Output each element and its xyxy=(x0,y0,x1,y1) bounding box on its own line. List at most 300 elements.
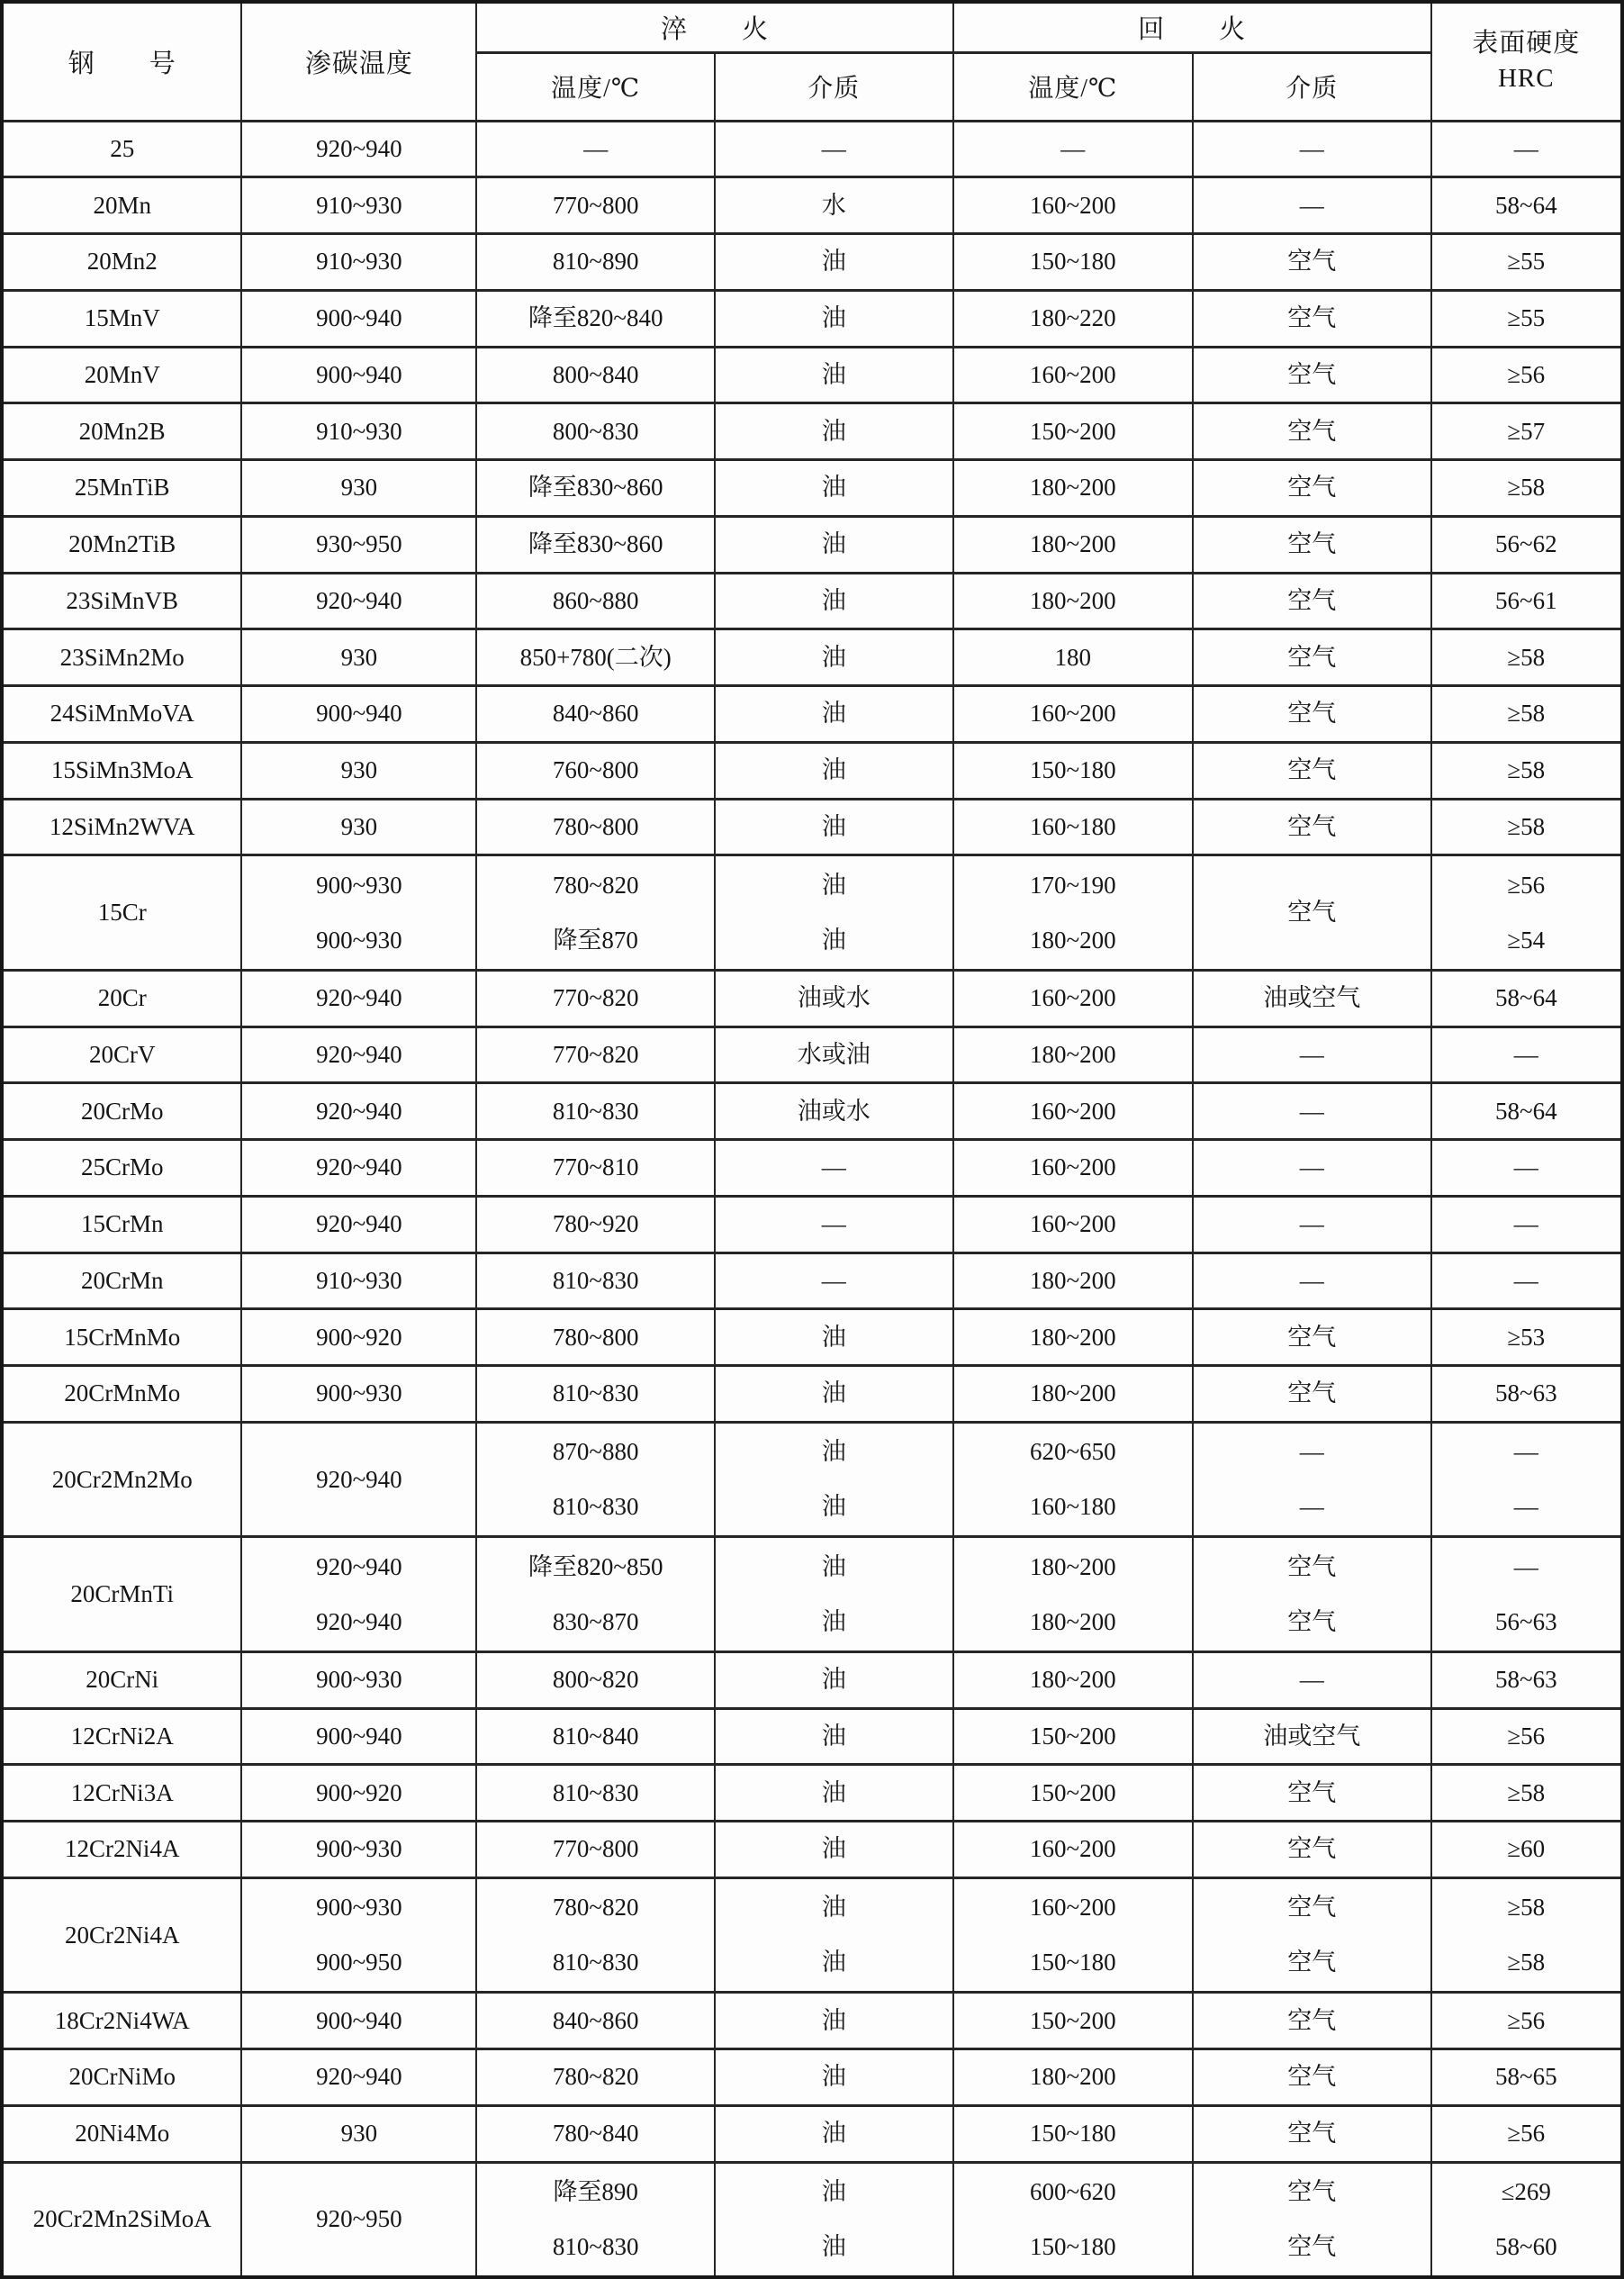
cell-value: — xyxy=(1299,191,1324,219)
steel-grade-cell xyxy=(2,177,241,234)
hardness-cell xyxy=(1431,1537,1622,1652)
cell-value: 空气 xyxy=(1287,1894,1337,1922)
header-quenching-group: 淬 火 xyxy=(476,2,952,52)
cell-value: ≥58 xyxy=(1507,643,1546,671)
steel-grade-cell xyxy=(2,1083,241,1140)
cell-value: 20CrMnMo xyxy=(64,1379,181,1407)
cell-value: 930 xyxy=(340,2120,378,2148)
quench-temp-cell xyxy=(476,1708,715,1765)
cell-value: 油 xyxy=(821,474,846,502)
quench-temp-cell xyxy=(476,1309,715,1366)
cell-value: 600~620 xyxy=(1029,2177,1116,2205)
cell-value: 15Cr xyxy=(97,898,147,926)
cell-value: 油 xyxy=(821,1949,846,1976)
temper-temp-cell xyxy=(953,234,1193,291)
steel-grade-cell xyxy=(2,1765,241,1822)
cell-value: 空气 xyxy=(1287,586,1337,614)
cell-value: 油 xyxy=(821,2063,846,2091)
cell-value: 空气 xyxy=(1287,700,1337,728)
temper-temp-cell xyxy=(953,1765,1193,1822)
cell-value: 160~200 xyxy=(1029,1097,1116,1125)
temper-temp-cell xyxy=(953,1537,1193,1652)
temper-medium-cell xyxy=(1193,177,1431,234)
cell-value: 25 xyxy=(110,134,135,162)
header-temper-medium: 介质 xyxy=(1193,52,1431,121)
header-hrc-text: HRC xyxy=(1497,64,1555,94)
quench-medium-cell xyxy=(715,1877,953,1993)
cell-value: 920~940 xyxy=(316,1210,402,1238)
temper-medium-cell xyxy=(1193,1083,1431,1140)
header-temper-temp: 温度/℃ xyxy=(953,52,1193,121)
cell-value: 20CrNiMo xyxy=(68,2063,176,2091)
cell-value: 12SiMn2WVA xyxy=(49,812,195,840)
cell-value: 20Cr xyxy=(97,984,147,1012)
table-row xyxy=(2,742,1622,799)
cell-value: 15MnV xyxy=(84,304,160,332)
quench-medium-cell xyxy=(715,1993,953,2049)
carburizing-temp-cell xyxy=(241,1822,476,1878)
steel-grade-cell xyxy=(2,855,241,971)
cell-value: 900~930 xyxy=(316,1894,402,1922)
cell-value: 油 xyxy=(821,2232,846,2260)
cell-value: 空气 xyxy=(1287,1379,1337,1407)
quench-medium-cell xyxy=(715,1708,953,1765)
cell-value: 空气 xyxy=(1287,1323,1337,1351)
temper-medium-cell xyxy=(1193,234,1431,291)
cell-value: 180 xyxy=(1054,643,1092,671)
table-row xyxy=(2,1537,1622,1652)
cell-value: 油 xyxy=(821,1722,846,1750)
carburizing-temp-cell xyxy=(241,1196,476,1253)
steel-grade-cell xyxy=(2,347,241,403)
cell-value: — xyxy=(1299,1666,1324,1694)
cell-value: — xyxy=(1513,1210,1538,1238)
quench-medium-cell xyxy=(715,573,953,629)
steel-grade-cell xyxy=(2,1993,241,2049)
cell-value: 920~940 xyxy=(316,134,402,162)
carburizing-temp-cell xyxy=(241,2162,476,2277)
cell-value: 620~650 xyxy=(1029,1438,1116,1466)
carburizing-temp-cell xyxy=(241,290,476,347)
cell-value: 空气 xyxy=(1287,2006,1337,2034)
cell-value: 20CrMn xyxy=(80,1266,164,1294)
cell-value: — xyxy=(1299,1153,1324,1181)
quench-medium-cell xyxy=(715,1537,953,1652)
hardness-cell xyxy=(1431,1026,1622,1083)
cell-value: — xyxy=(1299,1438,1324,1466)
quench-temp-cell xyxy=(476,970,715,1026)
cell-value: 25MnTiB xyxy=(74,474,170,502)
cell-value: 58~60 xyxy=(1494,2232,1557,2260)
cell-value: 油或水 xyxy=(797,984,871,1012)
carburizing-temp-cell xyxy=(241,1083,476,1140)
cell-value: 160~200 xyxy=(1029,1153,1116,1181)
cell-value: ≥55 xyxy=(1507,304,1546,332)
cell-value: 920~940 xyxy=(316,2063,402,2091)
temper-temp-cell xyxy=(953,1708,1193,1765)
cell-value: 870~880 xyxy=(552,1438,639,1466)
temper-temp-cell xyxy=(953,1366,1193,1423)
cell-value: 20CrV xyxy=(88,1040,156,1068)
cell-value: 920~940 xyxy=(316,1465,402,1493)
cell-value: ≥58 xyxy=(1507,474,1546,502)
cell-value: 油 xyxy=(821,812,846,840)
quench-medium-cell xyxy=(715,460,953,517)
cell-value: 空气 xyxy=(1287,1835,1337,1863)
cell-value: 900~940 xyxy=(316,304,402,332)
cell-value: 油 xyxy=(821,360,846,388)
cell-value: 810~830 xyxy=(552,2232,639,2260)
cell-value: 810~830 xyxy=(552,1097,639,1125)
cell-value: 15CrMn xyxy=(80,1210,164,1238)
carburizing-temp-cell xyxy=(241,460,476,517)
quench-medium-cell xyxy=(715,1309,953,1366)
cell-value: 180~200 xyxy=(1029,1666,1116,1694)
cell-value: 油 xyxy=(821,1379,846,1407)
cell-value: — xyxy=(583,134,609,162)
table-row xyxy=(2,799,1622,855)
cell-value: 油或空气 xyxy=(1263,1722,1361,1750)
cell-value: 810~840 xyxy=(552,1722,639,1750)
cell-value: 油或水 xyxy=(797,1097,871,1125)
cell-value: — xyxy=(1299,1097,1324,1125)
quench-temp-cell xyxy=(476,1993,715,2049)
carburizing-temp-cell xyxy=(241,2105,476,2162)
hardness-cell xyxy=(1431,1309,1622,1366)
quench-medium-cell xyxy=(715,347,953,403)
quench-medium-cell xyxy=(715,1366,953,1423)
table-row xyxy=(2,573,1622,629)
cell-value: 降至820~850 xyxy=(528,1552,663,1580)
cell-value: 900~930 xyxy=(316,1379,402,1407)
table-row xyxy=(2,629,1622,686)
carburizing-temp-cell xyxy=(241,121,476,177)
temper-temp-cell xyxy=(953,121,1193,177)
hardness-cell xyxy=(1431,1993,1622,2049)
temper-medium-cell xyxy=(1193,1993,1431,2049)
cell-value: 780~920 xyxy=(552,1210,639,1238)
cell-value: 920~940 xyxy=(316,1153,402,1181)
cell-value: 920~940 xyxy=(316,1097,402,1125)
cell-value: 油 xyxy=(821,248,846,276)
cell-value: 780~840 xyxy=(552,2120,639,2148)
cell-value: 油或空气 xyxy=(1263,984,1361,1012)
cell-value: 150~200 xyxy=(1029,2006,1116,2034)
cell-value: 810~830 xyxy=(552,1493,639,1521)
cell-value: 降至830~860 xyxy=(528,474,663,502)
quench-temp-cell xyxy=(476,121,715,177)
quench-medium-cell xyxy=(715,1026,953,1083)
cell-value: 油 xyxy=(821,700,846,728)
quench-temp-cell xyxy=(476,2049,715,2106)
quench-medium-cell xyxy=(715,970,953,1026)
cell-value: 920~940 xyxy=(316,984,402,1012)
cell-value: 24SiMnMoVA xyxy=(50,700,194,728)
hardness-cell xyxy=(1431,2105,1622,2162)
carburizing-temp-cell xyxy=(241,1253,476,1309)
cell-value: 770~800 xyxy=(552,191,639,219)
quench-temp-cell xyxy=(476,573,715,629)
table-row xyxy=(2,1708,1622,1765)
temper-temp-cell xyxy=(953,177,1193,234)
table-row xyxy=(2,1309,1622,1366)
cell-value: 油 xyxy=(821,1438,846,1466)
hardness-cell xyxy=(1431,970,1622,1026)
cell-value: 900~940 xyxy=(316,700,402,728)
cell-value: 20CrMnTi xyxy=(70,1580,174,1608)
carburizing-temp-cell xyxy=(241,516,476,573)
cell-value: 20Ni4Mo xyxy=(75,2120,170,2148)
temper-medium-cell xyxy=(1193,1537,1431,1652)
cell-value: 降至870 xyxy=(553,926,638,954)
cell-value: 150~200 xyxy=(1029,1722,1116,1750)
hardness-cell xyxy=(1431,1140,1622,1197)
cell-value: ≥60 xyxy=(1507,1835,1546,1863)
temper-temp-cell xyxy=(953,403,1193,460)
steel-grade-cell xyxy=(2,1026,241,1083)
hardness-cell xyxy=(1431,1651,1622,1708)
cell-value: 160~180 xyxy=(1029,1493,1116,1521)
cell-value: — xyxy=(1299,1040,1324,1068)
cell-value: — xyxy=(1513,1493,1538,1521)
cell-value: 800~830 xyxy=(552,417,639,445)
cell-value: 油 xyxy=(821,1552,846,1580)
cell-value: 850+780(二次) xyxy=(519,643,672,671)
cell-value: ≥58 xyxy=(1507,812,1546,840)
temper-temp-cell xyxy=(953,2162,1193,2277)
cell-value: 空气 xyxy=(1287,2120,1337,2148)
quench-temp-cell xyxy=(476,1140,715,1197)
cell-value: ≥56 xyxy=(1507,871,1546,899)
temper-medium-cell xyxy=(1193,290,1431,347)
temper-medium-cell xyxy=(1193,1708,1431,1765)
quench-temp-cell xyxy=(476,686,715,743)
cell-value: 800~840 xyxy=(552,360,639,388)
temper-medium-cell xyxy=(1193,1026,1431,1083)
carburizing-temp-cell xyxy=(241,177,476,234)
steel-grade-cell xyxy=(2,799,241,855)
table-row xyxy=(2,1083,1622,1140)
hardness-cell xyxy=(1431,234,1622,291)
hardness-cell xyxy=(1431,1083,1622,1140)
hardness-cell xyxy=(1431,177,1622,234)
temper-medium-cell xyxy=(1193,516,1431,573)
temper-medium-cell xyxy=(1193,742,1431,799)
cell-value: 150~180 xyxy=(1029,2120,1116,2148)
hardness-cell xyxy=(1431,742,1622,799)
cell-value: 900~940 xyxy=(316,2006,402,2034)
temper-medium-cell xyxy=(1193,1877,1431,1993)
quench-temp-cell xyxy=(476,1877,715,1993)
table-row xyxy=(2,686,1622,743)
steel-grade-cell xyxy=(2,1196,241,1253)
cell-value: 降至820~840 xyxy=(528,304,663,332)
cell-value: 920~940 xyxy=(316,1552,402,1580)
carburizing-temp-cell xyxy=(241,347,476,403)
cell-value: 油 xyxy=(821,2006,846,2034)
cell-value: 910~930 xyxy=(316,248,402,276)
cell-value: 空气 xyxy=(1287,530,1337,558)
cell-value: — xyxy=(1299,1493,1324,1521)
cell-value: 空气 xyxy=(1287,812,1337,840)
quench-temp-cell xyxy=(476,403,715,460)
cell-value: 空气 xyxy=(1287,304,1337,332)
cell-value: 860~880 xyxy=(552,586,639,614)
steel-grade-cell xyxy=(2,573,241,629)
quench-temp-cell xyxy=(476,347,715,403)
carburizing-temp-cell xyxy=(241,234,476,291)
temper-medium-cell xyxy=(1193,2105,1431,2162)
cell-value: 180~200 xyxy=(1029,2063,1116,2091)
carburizing-temp-cell xyxy=(241,1765,476,1822)
steel-grade-cell xyxy=(2,2105,241,2162)
quench-medium-cell xyxy=(715,2162,953,2277)
quench-temp-cell xyxy=(476,1422,715,1537)
cell-value: 58~64 xyxy=(1494,1097,1557,1125)
temper-medium-cell xyxy=(1193,2162,1431,2277)
cell-value: 900~930 xyxy=(316,1835,402,1863)
quench-medium-cell xyxy=(715,2049,953,2106)
hardness-cell xyxy=(1431,855,1622,971)
cell-value: 油 xyxy=(821,756,846,784)
cell-value: ≥58 xyxy=(1507,1778,1546,1806)
temper-medium-cell xyxy=(1193,1422,1431,1537)
temper-medium-cell xyxy=(1193,573,1431,629)
cell-value: 油 xyxy=(821,1607,846,1635)
hardness-cell xyxy=(1431,629,1622,686)
cell-value: 930 xyxy=(340,756,378,784)
cell-value: 油 xyxy=(821,304,846,332)
cell-value: 油 xyxy=(821,417,846,445)
cell-value: 160~200 xyxy=(1029,700,1116,728)
quench-temp-cell xyxy=(476,1822,715,1878)
cell-value: — xyxy=(1299,1210,1324,1238)
cell-value: — xyxy=(1299,134,1324,162)
steel-grade-cell xyxy=(2,970,241,1026)
carburizing-temp-cell xyxy=(241,2049,476,2106)
cell-value: 780~820 xyxy=(552,871,639,899)
cell-value: — xyxy=(821,1210,846,1238)
hardness-cell xyxy=(1431,121,1622,177)
quench-medium-cell xyxy=(715,799,953,855)
cell-value: 18Cr2Ni4WA xyxy=(54,2006,190,2034)
cell-value: 900~920 xyxy=(316,1323,402,1351)
cell-value: 160~200 xyxy=(1029,1210,1116,1238)
cell-value: 油 xyxy=(821,1666,846,1694)
cell-value: 910~930 xyxy=(316,1266,402,1294)
steel-grade-cell xyxy=(2,2049,241,2106)
cell-value: — xyxy=(821,1153,846,1181)
carburizing-temp-cell xyxy=(241,1140,476,1197)
temper-temp-cell xyxy=(953,1993,1193,2049)
temper-medium-cell xyxy=(1193,1140,1431,1197)
quench-temp-cell xyxy=(476,177,715,234)
cell-value: 180~200 xyxy=(1029,530,1116,558)
cell-value: 180~200 xyxy=(1029,1040,1116,1068)
steel-grade-cell xyxy=(2,1877,241,1993)
cell-value: ≥56 xyxy=(1507,1722,1546,1750)
cell-value: 830~870 xyxy=(552,1607,639,1635)
table-row xyxy=(2,2105,1622,2162)
cell-value: 150~180 xyxy=(1029,248,1116,276)
cell-value: 150~200 xyxy=(1029,1778,1116,1806)
cell-value: 150~200 xyxy=(1029,417,1116,445)
cell-value: 58~64 xyxy=(1494,984,1557,1012)
steel-grade-cell xyxy=(2,234,241,291)
steel-grade-cell xyxy=(2,1140,241,1197)
quench-temp-cell xyxy=(476,290,715,347)
cell-value: 160~200 xyxy=(1029,1835,1116,1863)
cell-value: — xyxy=(821,134,846,162)
cell-value: 180~200 xyxy=(1029,474,1116,502)
cell-value: 840~860 xyxy=(552,2006,639,2034)
cell-value: 25CrMo xyxy=(80,1153,164,1181)
table-row xyxy=(2,1422,1622,1537)
temper-medium-cell xyxy=(1193,121,1431,177)
hardness-cell xyxy=(1431,1196,1622,1253)
cell-value: 空气 xyxy=(1287,1607,1337,1635)
cell-value: 20Mn xyxy=(93,191,151,219)
cell-value: 760~800 xyxy=(552,756,639,784)
quench-medium-cell xyxy=(715,403,953,460)
cell-value: 930 xyxy=(340,474,378,502)
cell-value: 58~63 xyxy=(1494,1379,1557,1407)
carburizing-temp-cell xyxy=(241,1026,476,1083)
quench-temp-cell xyxy=(476,1651,715,1708)
quench-medium-cell xyxy=(715,121,953,177)
cell-value: 空气 xyxy=(1287,2177,1337,2205)
cell-value: 180~200 xyxy=(1029,1323,1116,1351)
cell-value: — xyxy=(1299,1266,1324,1294)
carburizing-temp-cell xyxy=(241,799,476,855)
header-quench-temp: 温度/℃ xyxy=(476,52,715,121)
steel-grade-cell xyxy=(2,1708,241,1765)
cell-value: 780~800 xyxy=(552,812,639,840)
cell-value: 160~200 xyxy=(1029,1894,1116,1922)
carburizing-temp-cell xyxy=(241,629,476,686)
temper-medium-cell xyxy=(1193,1366,1431,1423)
cell-value: 油 xyxy=(821,2177,846,2205)
temper-temp-cell xyxy=(953,629,1193,686)
quench-temp-cell xyxy=(476,1537,715,1652)
steel-grade-cell xyxy=(2,1309,241,1366)
cell-value: 降至890 xyxy=(553,2177,638,2205)
temper-temp-cell xyxy=(953,460,1193,517)
quench-temp-cell xyxy=(476,629,715,686)
quench-medium-cell xyxy=(715,1651,953,1708)
steel-grade-cell xyxy=(2,1422,241,1537)
cell-value: 770~820 xyxy=(552,1040,639,1068)
cell-value: ≥58 xyxy=(1507,756,1546,784)
cell-value: 180~200 xyxy=(1029,926,1116,954)
temper-temp-cell xyxy=(953,1422,1193,1537)
table-row xyxy=(2,1140,1622,1197)
carburizing-temp-cell xyxy=(241,1309,476,1366)
cell-value: 空气 xyxy=(1287,2232,1337,2260)
steel-grade-cell xyxy=(2,742,241,799)
cell-value: 58~64 xyxy=(1494,191,1557,219)
cell-value: 180~200 xyxy=(1029,1379,1116,1407)
cell-value: 油 xyxy=(821,530,846,558)
cell-value: 58~63 xyxy=(1494,1666,1557,1694)
cell-value: 空气 xyxy=(1287,417,1337,445)
quench-medium-cell xyxy=(715,855,953,971)
cell-value: 58~65 xyxy=(1494,2063,1557,2091)
cell-value: — xyxy=(1513,1552,1538,1580)
cell-value: ≥58 xyxy=(1507,1949,1546,1976)
temper-medium-cell xyxy=(1193,1196,1431,1253)
quench-medium-cell xyxy=(715,742,953,799)
